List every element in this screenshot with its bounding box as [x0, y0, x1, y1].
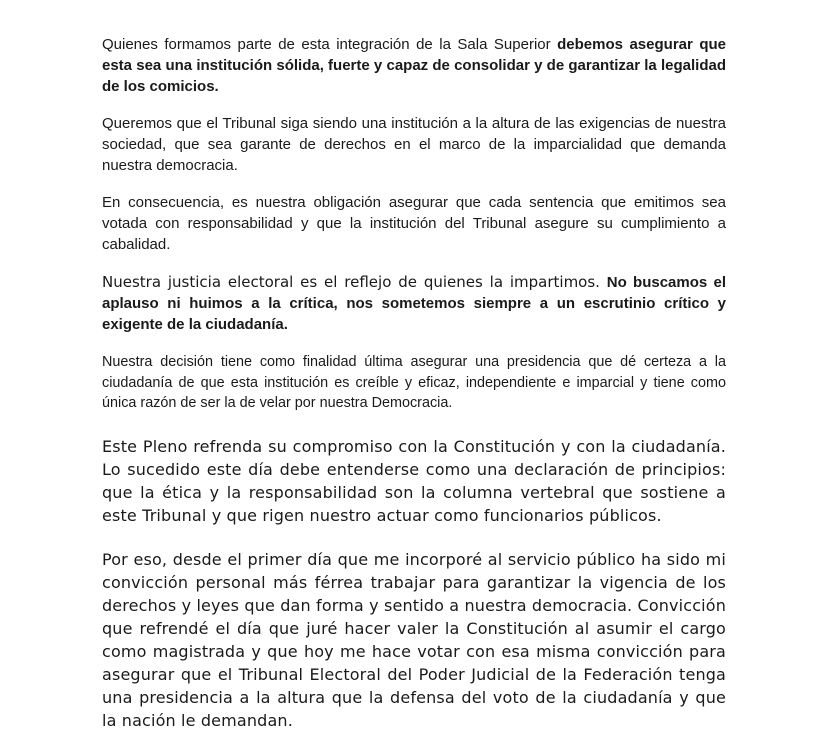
- paragraph-6: Este Pleno refrenda su compromiso con la Constitución y con la ciudadanía. Lo sucedido este día debe entenderse como una declaración de principios: que la ética y la responsabilidad son la columna vertebral que sostiene a este Tribunal y que rigen nuestro actuar como funcionarios públicos.: [102, 436, 726, 525]
- paragraph-5: Nuestra decisión tiene como finalidad última asegurar una presidencia que dé certeza a la ciudadanía de que esta institución es creíble y eficaz, independiente e imparcial y tiene como única razón de ser la de velar por nuestra Democracia.: [102, 354, 726, 411]
- paragraph-4: [102, 272, 726, 335]
- document-body: [102, 34, 726, 732]
- paragraph-4-bold-text: No buscamos el aplauso ni huimos a la crítica, nos sometemos siempre a un escrutinio crítico y exigente de la ciudadanía.: [102, 274, 726, 333]
- paragraph-4-text: Nuestra justicia electoral es el reflejo de quienes la impartimos.: [102, 273, 607, 291]
- paragraph-2: Queremos que el Tribunal siga siendo una institución a la altura de las exigencias de nuestra sociedad, que sea garante de derechos en el marco de la imparcialidad que demanda nuestra democracia.: [102, 115, 726, 174]
- paragraph-1-text: Quienes formamos parte de esta integración de la Sala Superior: [102, 36, 558, 53]
- paragraph-1: [102, 34, 726, 97]
- paragraph-1-trail: .: [214, 78, 219, 95]
- paragraph-3: En consecuencia, es nuestra obligación asegurar que cada sentencia que emitimos sea votada con responsabilidad y que la institución del Tribunal asegure su cumplimiento a cabalidad.: [102, 194, 726, 253]
- paragraph-1-bold-text: debemos asegurar que esta sea una institución sólida, fuerte y capaz de consolidar y de garantizar la legalidad de los comicios: [102, 36, 726, 95]
- paragraph-7: Por eso, desde el primer día que me incorporé al servicio público ha sido mi convicción personal más férrea trabajar para garantizar la vigencia de los derechos y leyes que dan forma y sentido a nuestra democracia. Convicción que refrendé el día que juré hacer valer la Constitución al asumir el cargo como magistrada y que hoy me hace votar con esa misma convicción para asegurar que el Tribunal Electoral del Poder Judicial de la Federación tenga una presidencia a la altura que la defensa del voto de la ciudadanía y que la nación le demandan.: [102, 549, 726, 730]
